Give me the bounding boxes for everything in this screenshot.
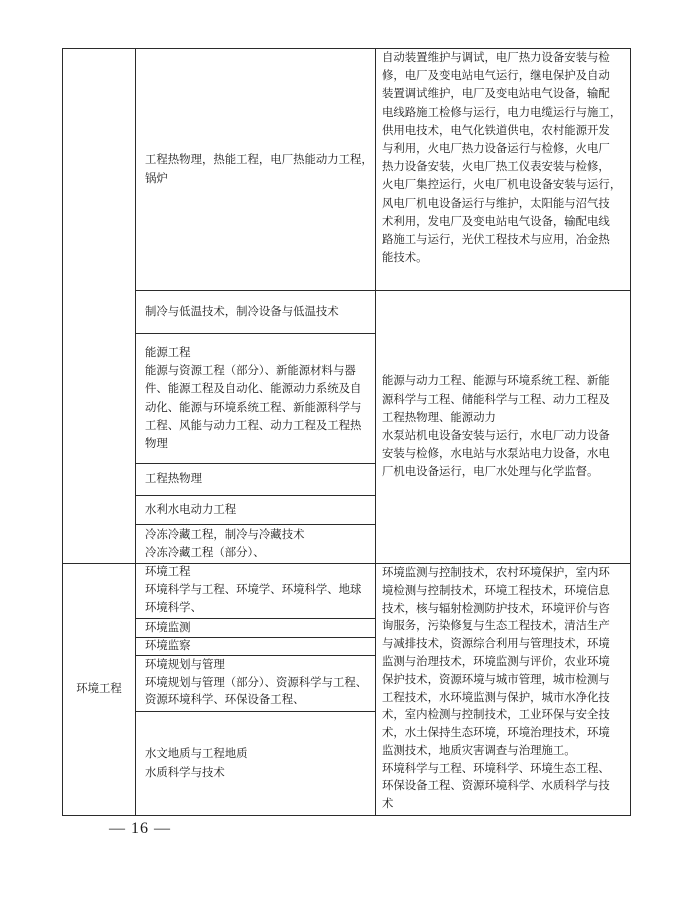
text-line: 水文地质与工程地质 [145, 748, 248, 761]
text-line: 冷冻冷藏工程（部分）、 [145, 547, 265, 559]
text-line: 工程、风能与动力工程、动力工程及工程热 [145, 419, 362, 432]
text-line: 厂机电设备运行，电厂水处理与化学监督。 [382, 466, 599, 479]
text-line: 能技术。 [382, 252, 428, 265]
text-line: 安装与检修，水电站与水泵站电力设备，水电 [382, 448, 610, 461]
text-line: 术，室内检测与控制技术，工业环保与安全技 [382, 709, 610, 722]
text-line: 工程技术，水环境监测与保护，城市水净化技 [382, 691, 610, 704]
text-line: 术，水土保持生态环境，环境治理技术，环境 [382, 727, 610, 740]
text-line: 技术，核与辐射检测防护技术，环境评价与咨 [382, 602, 610, 615]
text-line: 能源与资源工程（部分）、新能源材料与器 [145, 365, 356, 378]
text-line: 火电厂集控运行，火电厂机电设备安装与运行， [382, 179, 622, 192]
major-lines [145, 470, 374, 488]
major-lines [145, 526, 374, 562]
text-line: 监测与治理技术，环境监测与评价，农业环境 [382, 655, 610, 668]
text-line: 监测技术，地质灾害调查与治理施工。 [382, 744, 576, 757]
text-line: 资源环境科学、环保设备工程、 [145, 694, 305, 707]
related-majors-cell-environment [375, 563, 631, 816]
text-line: 工程热物理 [145, 473, 202, 486]
text-line: 件、能源工程及自动化、能源动力系统及自 [145, 383, 362, 396]
major-lines [145, 745, 374, 781]
text-line: 制冷与低温技术，制冷设备与低温技术 [145, 305, 339, 318]
text-line: 能源与动力工程、能源与环境系统工程、新能 [382, 375, 610, 388]
text-line: 与利用，火电厂热力设备运行与检修，火电厂 [382, 143, 610, 156]
category-cell-environment [62, 563, 136, 816]
text-line: 冷冻冷藏工程，制冷与冷藏技术 [145, 528, 305, 541]
text-line: 与减排技术，资源综合利用与管理技术，环境 [382, 638, 610, 651]
text-line: 环境监测 [145, 621, 191, 634]
major-cell-thermal [135, 48, 376, 291]
major-lines [145, 638, 374, 655]
text-line: 路施工与运行，光伏工程技术与应用，冶金热 [382, 234, 610, 247]
text-line: 环保设备工程、资源环境科学、水质科学与技 [382, 780, 610, 793]
major-cell-environmental-planning [135, 655, 376, 712]
major-cell-cold-storage [135, 524, 376, 564]
major-lines [145, 344, 374, 453]
text-line: 风电厂机电设备运行与维护，太阳能与沼气技 [382, 197, 610, 210]
text-line: 工程热物理、能源动力 [382, 411, 496, 424]
major-lines [145, 657, 374, 710]
text-line: 环境科学、 [145, 601, 202, 614]
text-line: 电线路施工检修与运行，电力电缆运行与施工， [382, 106, 622, 119]
text-line: 询服务，污染修复与生态工程技术，清洁生产 [382, 620, 610, 633]
category-label: 环境工程 [76, 683, 122, 696]
major-lines [145, 303, 374, 321]
text-line: 保护技术，资源环境与城市管理，城市检测与 [382, 673, 610, 686]
text-line: 能源工程 [145, 346, 191, 359]
major-cell-environmental-engineering [135, 563, 376, 619]
text-line: 物理 [145, 437, 168, 450]
major-lines [145, 564, 374, 617]
category-cell-continued [62, 48, 136, 564]
major-lines [145, 501, 374, 519]
major-cell-environmental-monitoring [135, 618, 376, 638]
major-lines [145, 620, 374, 637]
related-lines [382, 372, 629, 481]
text-line: 环境科学与工程、环境学、环境科学、地球 [145, 584, 362, 597]
text-line: 环境科学与工程、环境科学、环境生态工程、 [382, 762, 610, 775]
text-line: 术利用，发电厂及变电站电气设备，输配电线 [382, 215, 610, 228]
text-line: 环境规划与管理（部分）、资源科学与工程、 [145, 676, 368, 689]
related-majors-cell-thermal [375, 48, 631, 291]
major-cell-environmental-inspection [135, 637, 376, 656]
text-line: 术 [382, 798, 394, 811]
related-majors-cell-energy [375, 290, 631, 564]
major-cell-refrigeration [135, 290, 376, 334]
major-cell-energy-engineering [135, 333, 376, 464]
related-lines [382, 49, 629, 267]
text-line: 自动装置维护与调试，电厂热力设备安装与检 [382, 52, 610, 64]
text-line: 热力设备安装，火电厂热工仪表安装与检修， [382, 161, 610, 174]
text-line: 水泵站机电设备安装与运行，水电厂动力设备 [382, 430, 610, 442]
text-line: 锅炉 [145, 172, 168, 185]
major-cell-hydropower [135, 495, 376, 525]
text-line: 环境工程 [145, 566, 191, 579]
text-line: 环境监察 [145, 640, 191, 652]
major-cell-hydrogeology [135, 711, 376, 816]
text-line: 水利水电动力工程 [145, 503, 237, 516]
text-line: 工程热物理，热能工程，电厂热能动力工程， [145, 154, 373, 167]
major-cell-engineering-thermophysics [135, 463, 376, 496]
text-line: 装置调试维护，电厂及变电站电气设备，输配 [382, 88, 610, 101]
text-line: 修，电厂及变电站电气运行，继电保护及自动 [382, 70, 610, 83]
text-line: 环境监测与控制技术，农村环境保护，室内环 [382, 566, 610, 579]
page-number: — 16 — [109, 820, 171, 837]
text-line: 供用电技术，电气化铁道供电，农村能源开发 [382, 124, 610, 137]
text-line: 源科学与工程、储能科学与工程、动力工程及 [382, 393, 610, 406]
text-line: 境检测与控制技术，环境工程技术，环境信息 [382, 584, 610, 597]
major-lines [145, 151, 374, 187]
text-line: 水质科学与技术 [145, 766, 225, 779]
text-line: 环境规划与管理 [145, 658, 225, 671]
text-line: 动化、能源与环境系统工程、新能源科学与 [145, 401, 362, 414]
related-lines [382, 565, 629, 814]
